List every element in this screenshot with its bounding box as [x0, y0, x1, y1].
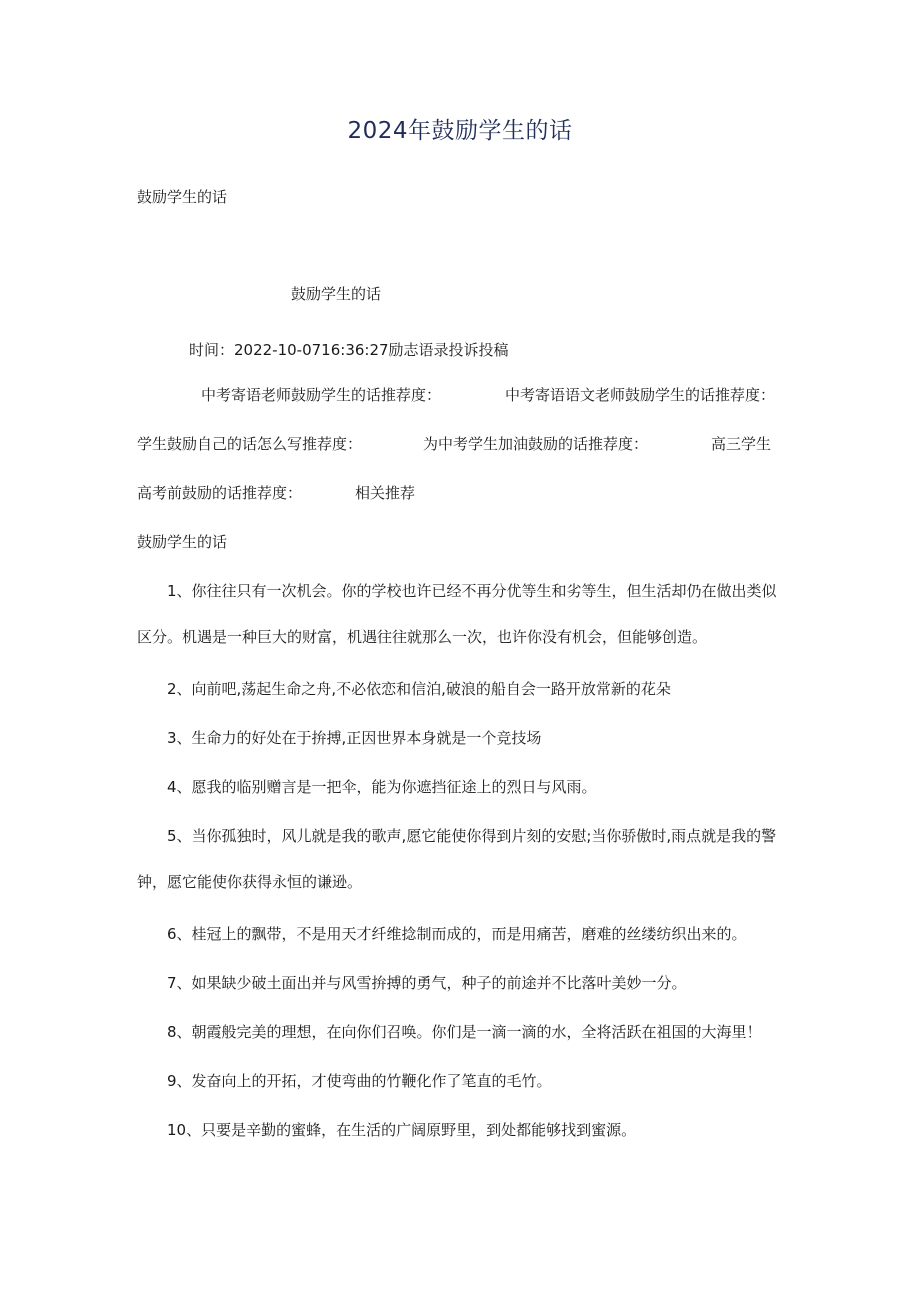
- list-item: 2、向前吧,荡起生命之舟,不必依恋和信泊,破浪的船自会一路开放常新的花朵: [167, 680, 671, 698]
- recommend-row-1: [0, 385, 920, 405]
- recommend-link[interactable]: 高考前鼓励的话推荐度：: [137, 484, 303, 502]
- article-title: 鼓励学生的话: [291, 285, 382, 303]
- document-subtitle: 鼓励学生的话: [137, 188, 228, 206]
- list-item: 5、当你孤独时，风儿就是我的歌声,愿它能使你得到片刻的安慰;当你骄傲时,雨点就是我的警钟，愿它能使你获得永恒的谦逊。: [137, 827, 777, 891]
- recommend-link[interactable]: 中考寄语老师鼓励学生的话推荐度：: [201, 386, 442, 404]
- section-label: 鼓励学生的话: [137, 533, 228, 551]
- list-item: 3、生命力的好处在于拚搏,正因世界本身就是一个竞技场: [167, 729, 542, 747]
- list-item: 4、愿我的临别赠言是一把伞，能为你遮挡征途上的烈日与风雨。: [167, 778, 597, 796]
- list-item: 10、只要是辛勤的蜜蜂，在生活的广阔原野里，到处都能够找到蜜源。: [167, 1121, 637, 1139]
- list-item: 1、你往往只有一次机会。你的学校也许已经不再分优等生和劣等生，但生活却仍在做出类似区分。机遇是一种巨大的财富，机遇往往就那么一次，也许你没有机会，但能够创造。: [137, 582, 777, 646]
- recommend-row-3: [0, 483, 920, 503]
- list-item: 7、如果缺少破土面出并与风雪拚搏的勇气，种子的前途并不比落叶美妙一分。: [167, 974, 687, 992]
- list-item: 6、桂冠上的飘带，不是用天才纤维捻制而成的，而是用痛苦，磨难的丝缕纺织出来的。: [167, 925, 747, 943]
- recommend-link[interactable]: 为中考学生加油鼓励的话推荐度：: [423, 435, 649, 453]
- related-recommend-link[interactable]: 相关推荐: [355, 484, 416, 502]
- recommend-link[interactable]: 学生鼓励自己的话怎么写推荐度：: [137, 435, 363, 453]
- recommend-link[interactable]: 中考寄语语文老师鼓励学生的话推荐度：: [505, 386, 776, 404]
- recommend-row-2: [0, 434, 920, 454]
- list-item: 9、发奋向上的开拓，才使弯曲的竹鞭化作了笔直的毛竹。: [167, 1072, 552, 1090]
- document-title: 2024年鼓励学生的话: [347, 118, 573, 144]
- article-meta-line: 时间：2022-10-0716:36:27励志语录投诉投稿: [189, 341, 509, 359]
- recommend-link[interactable]: 高三学生: [711, 435, 772, 453]
- list-item: 8、朝霞般完美的理想，在向你们召唤。你们是一滴一滴的水，全将活跃在祖国的大海里！: [167, 1023, 762, 1041]
